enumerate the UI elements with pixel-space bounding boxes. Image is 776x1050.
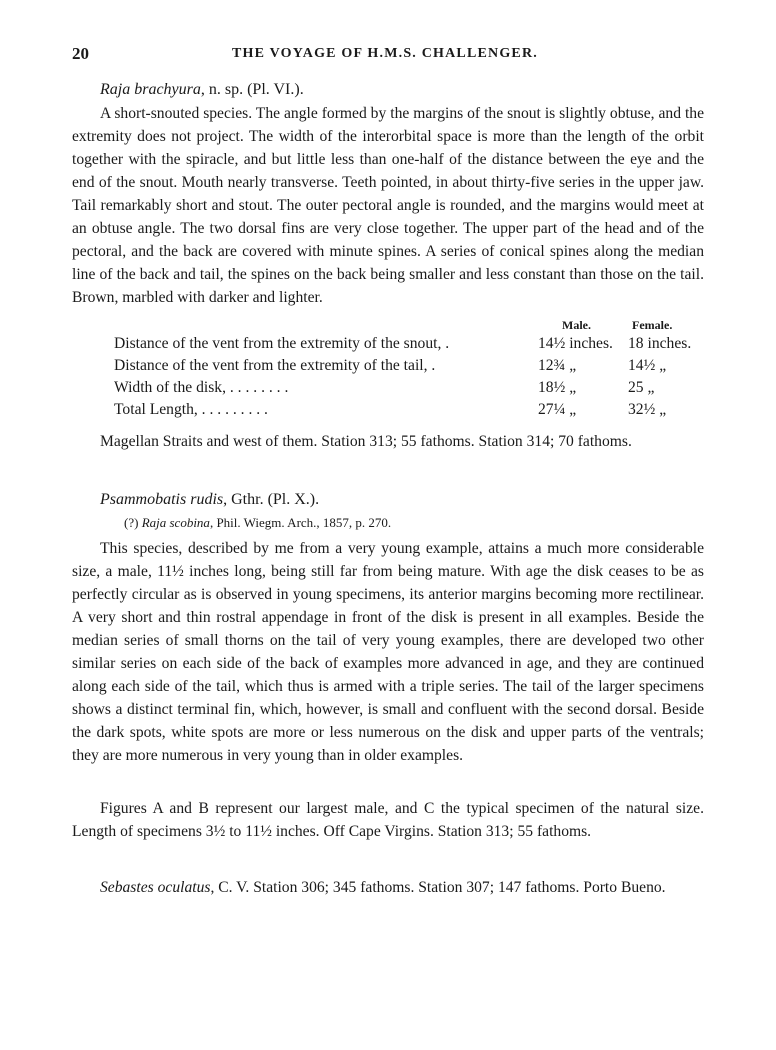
page-number: 20 [72, 44, 89, 63]
measurement-female: 32½ „ [628, 401, 667, 418]
citation-name: Raja scobina [141, 515, 210, 530]
psammobatis-title [100, 488, 700, 511]
table-head-female: Female. [632, 318, 673, 332]
measurement-label: Width of the disk, . . . . . . . . [114, 379, 289, 396]
citation-rest: , Phil. Wiegm. Arch., 1857, p. 270. [209, 515, 392, 530]
measurement-row [114, 335, 704, 357]
synonym-citation [124, 515, 391, 531]
raja-locality: Magellan Straits and west of them. Station 313; 55 fathoms. Station 314; 70 fathoms. [100, 433, 632, 450]
psammobatis-figures: Figures A and B represent our largest male, and C the typical specimen of the natural size. Length of specimens 3½ to 11½ inches. Off Cape Virgins. Station 313; 55 fathoms. [72, 800, 704, 840]
measurement-row [114, 357, 704, 379]
measurement-male: 18½ „ [538, 379, 577, 396]
psammobatis-species-name: Psammobatis rudis [100, 491, 224, 508]
sebastes-entry [72, 876, 704, 899]
measurement-female: 25 „ [628, 379, 655, 396]
raja-species-name: Raja brachyura [100, 81, 201, 98]
measurement-label: Total Length, . . . . . . . . . [114, 401, 268, 418]
measurement-row [114, 379, 704, 401]
measurement-female: 18 inches. [628, 335, 692, 352]
running-head: THE VOYAGE OF H.M.S. CHALLENGER. [232, 46, 538, 61]
raja-name-suffix: , n. sp. (Pl. VI.). [200, 81, 304, 98]
measurement-row [114, 401, 704, 423]
table-head-male: Male. [562, 318, 591, 332]
measurement-label: Distance of the vent from the extremity of the tail, . [114, 357, 436, 374]
raja-title [100, 78, 700, 101]
raja-description: A short-snouted species. The angle formed by the margins of the snout is slightly obtuse, and the extremity does not project. The width of the interorbital space is more than the length of the orbit together with the spiracle, and but little less than one-half of the distance between the eye and the end of the snout. Mouth nearly transverse. Teeth pointed, in about thirty-five series in the upper jaw. Tail remarkably short and stout. The outer pectoral angle is rounded, and the margins would meet at an obtuse angle. The two dorsal fins are very close together. The upper part of the head and of the pectoral, and the back are covered with minute spines. A series of conical spines along the median line of the back and tail, the spines on the back being smaller and less constant than those on the tail. Brown, marbled with darker and lighter. [72, 105, 704, 306]
measurement-female: 14½ „ [628, 357, 667, 374]
sebastes-species-name: Sebastes oculatus [100, 879, 211, 896]
sebastes-rest: , C. V. Station 306; 345 fathoms. Station 307; 147 fathoms. Porto Bueno. [210, 879, 666, 896]
citation-prefix: (?) [124, 515, 142, 530]
measurement-male: 12¾ „ [538, 357, 577, 374]
measurement-label: Distance of the vent from the extremity of the snout, . [114, 335, 450, 352]
psammobatis-name-suffix: , Gthr. (Pl. X.). [223, 491, 320, 508]
page-header [72, 44, 712, 66]
psammobatis-description: This species, described by me from a very young example, attains a much more considerable size, a male, 11½ inches long, being still far from being mature. With age the disk ceases to be as perfectly circular as is observed in young specimens, its anterior margins becoming more rectilinear. A very short and thin rostral appendage in front of the disk is present in all examples. Beside the median series of small thorns on the tail of very young examples, there are developed two other similar series on each side of the back of examples more advanced in age, and they are continued along each side of the tail, which thus is armed with a triple series. The tail of the larger specimens shows a distinct terminal fin, which, however, is small and confluent with the second dorsal. Beside the dark spots, white spots are more or less numerous on the disk and upper parts of the ventrals; they are more numerous in very young than in older examples. [72, 540, 704, 764]
measurement-male: 27¼ „ [538, 401, 577, 418]
measurement-male: 14½ inches. [538, 335, 613, 352]
